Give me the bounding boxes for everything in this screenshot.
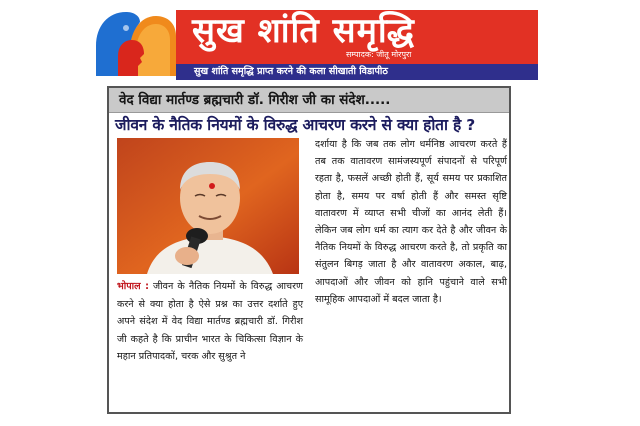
editor-credit: सम्पादक: जीतू मोरपुरा [346,50,412,59]
article-body-right [315,136,507,308]
article-card [107,86,511,414]
body-left-text: जीवन के नैतिक नियमों के विरुद्ध आचरण करने से क्या होता है ऐसे प्रश्न का उत्तर दर्शाते हुए अपने संदेश में वेद विद्या मार्तण्ड ब्रह्मचारी डॉ. गिरीश जी कहते है कि प्राचीन भारत के चिकित्सा विज्ञान के महान प्रतिपादकों, चरक और सुश्रुत ने [117,281,303,363]
kicker-text: वेद विद्या मार्तण्ड ब्रह्मचारी डॉ. गिरीश जी का संदेश..... [119,92,391,108]
logo-faces-icon [90,6,182,78]
article-headline: जीवन के नैतिक नियमों के विरुद्ध आचरण करने से क्या होता है ? [115,116,475,134]
kicker-bar [109,88,509,113]
article-body-left [117,278,303,366]
newspaper-title: सुख शांति समृद्धि [192,11,415,51]
masthead [90,6,538,78]
dateline: भोपाल : [117,281,149,292]
speaker-photo [117,138,299,274]
tagline: सुख शांति समृद्धि प्राप्त करने की कला सीखाती विडापीठ [194,66,388,77]
body-right-text: दर्शाया है कि जब तक लोग धर्मनिष्ठ आचरण करते हैं तब तक वातावरण सामंजस्यपूर्ण संपादनों से परिपूर्ण रहता है, फसलें अच्छी होती हैं, सूर्य समय पर प्रकाशित होता है, समय पर वर्षा होती हैं और समस्त सृष्टि वातावरण में व्याप्त सभी चीजों का आनंद लेती हैं। लेकिन जब लोग धर्म का त्याग कर देते है और जीवन के नैतिक नियमों के विरुद्ध आचरण करते है, तो प्रकृति का संतुलन बिगड़ जाता है और वातावरण अकाल, बाढ़, आपदाओं और जीवन को हानि पहुंचाने वाले सभी सामूहिक आपदाओं में बदल जाता है। [315,139,507,305]
